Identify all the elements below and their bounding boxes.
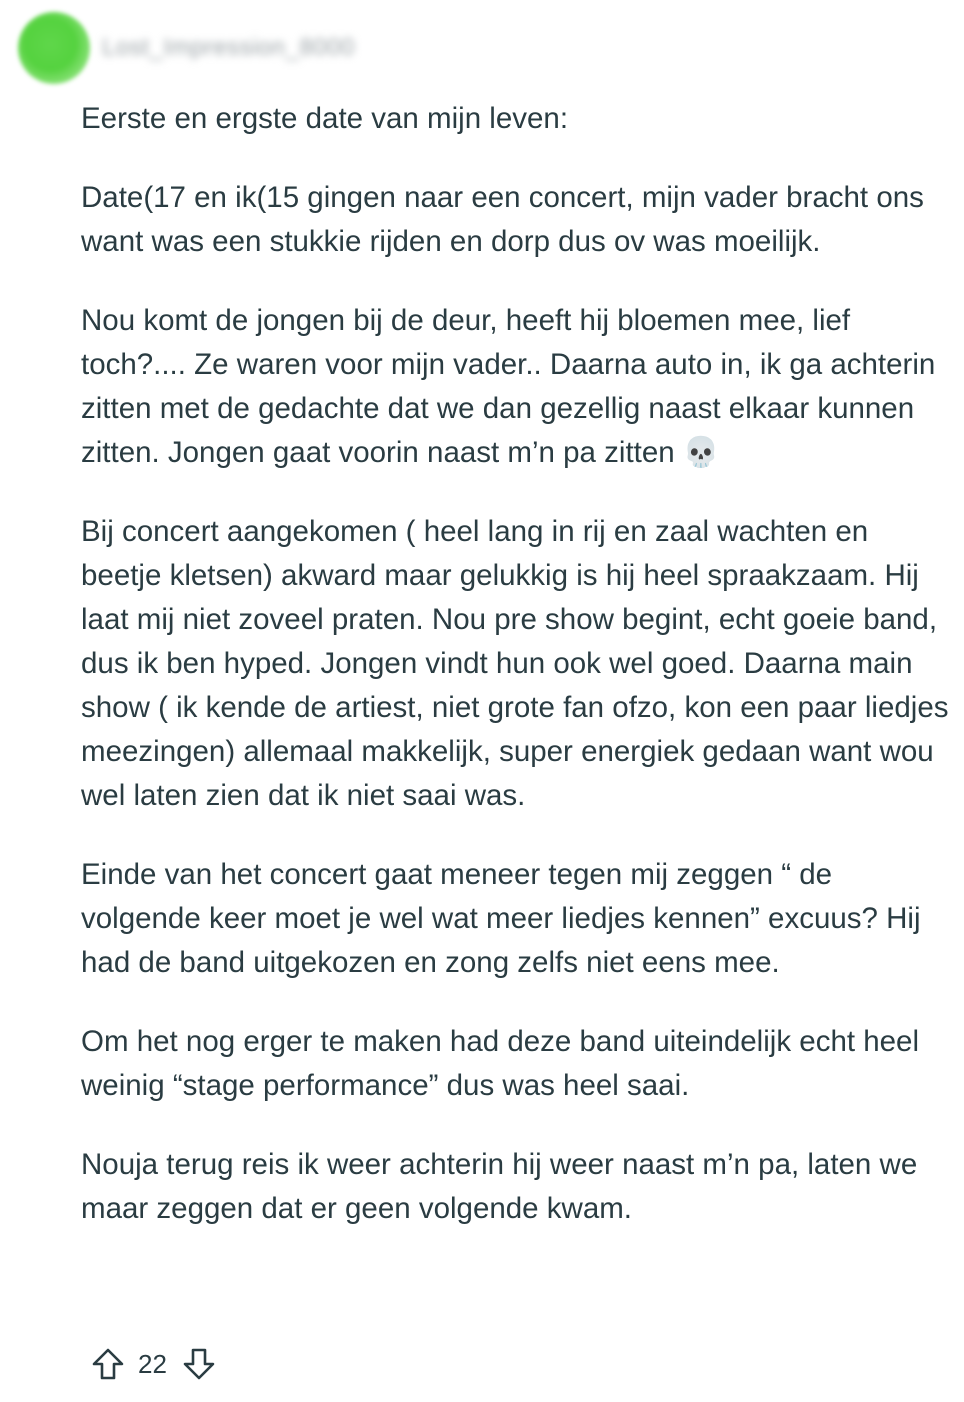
avatar[interactable] [18, 12, 90, 84]
vote-bar [86, 1340, 221, 1388]
downvote-arrow-icon [181, 1346, 217, 1382]
username[interactable]: Lost_Impression_8000 [102, 34, 355, 61]
comment-body [81, 97, 957, 1266]
vote-score: 22 [138, 1348, 167, 1379]
comment-paragraph: Nou komt de jongen bij de deur, heeft hij bloemen mee, lief toch?.... Ze waren voor mijn vader.. Daarna auto in, ik ga achterin zitten met de gedachte dat we dan gezellig naast elkaar kunnen zitten. Jongen gaat voorin naast m’n pa zitten 💀 [81, 304, 944, 469]
comment-paragraph: Date(17 en ik(15 gingen naar een concert, mijn vader bracht ons want was een stukkie rijden en dorp dus ov was moeilijk. [81, 181, 933, 258]
comment-paragraph: Einde van het concert gaat meneer tegen mij zeggen “ de volgende keer moet je wel wat meer liedjes kennen” excuus? Hij had de band uitgekozen en zong zelfs niet eens mee. [81, 858, 929, 979]
comment-header [18, 12, 355, 84]
upvote-arrow-icon [90, 1346, 126, 1382]
comment-paragraph: Om het nog erger te maken had deze band uiteindelijk echt heel weinig “stage performance” dus was heel saai. [81, 1025, 928, 1102]
downvote-button[interactable] [177, 1342, 221, 1386]
comment-paragraph: Nouja terug reis ik weer achterin hij weer naast m’n pa, laten we maar zeggen dat er geen volgende kwam. [81, 1148, 926, 1225]
comment-paragraph: Eerste en ergste date van mijn leven: [81, 102, 569, 135]
upvote-button[interactable] [86, 1342, 130, 1386]
comment-paragraph: Bij concert aangekomen ( heel lang in rij en zaal wachten en beetje kletsen) akward maar gelukkig is hij heel spraakzaam. Hij laat mij niet zoveel praten. Nou pre show begint, echt goeie band, dus ik ben hyped. Jongen vindt hun ook wel goed. Daarna main show ( ik kende de artiest, niet grote fan ofzo, kon een paar liedjes meezingen) allemaal makkelijk, super energiek gedaan want wou wel laten zien dat ik niet saai was. [81, 515, 957, 812]
